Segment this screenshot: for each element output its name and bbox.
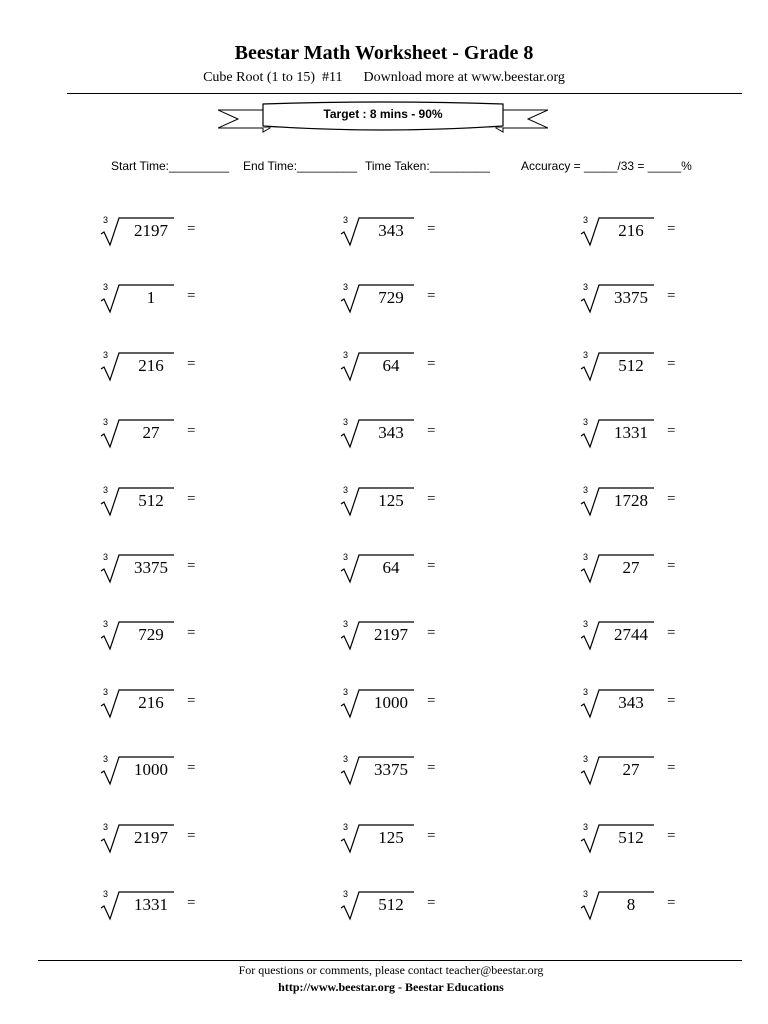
radicand: 2197 [374,625,408,644]
radicand: 216 [138,693,164,712]
cube-root-problem [576,485,716,525]
equals-sign: = [667,288,676,304]
equals-sign: = [427,558,436,574]
root-index: 3 [583,485,589,495]
cube-root-problem [96,687,236,727]
time-taken-field: Time Taken:_________ [365,159,490,173]
footer-divider [38,960,742,961]
root-index: 3 [343,687,349,697]
root-index: 3 [343,485,349,495]
cube-root-problem [336,889,476,929]
equals-sign: = [427,693,436,709]
root-index: 3 [583,350,589,360]
equals-sign: = [427,760,436,776]
cube-root-problem [576,417,716,457]
root-index: 3 [583,619,589,629]
start-time-field: Start Time:_________ [111,159,230,173]
equals-sign: = [187,221,196,237]
radicand: 3375 [134,558,168,577]
radicand: 8 [626,895,636,914]
cube-root-problem [96,754,236,794]
radicand: 2197 [134,221,168,240]
equals-sign: = [667,491,676,507]
cube-root-problem [336,552,476,592]
radicand: 2744 [614,625,648,644]
cube-root-problem [336,350,476,390]
cube-root-problem [96,350,236,390]
root-index: 3 [343,754,349,764]
cube-root-problem [96,619,236,659]
cube-root-problem [96,889,236,929]
equals-sign: = [187,760,196,776]
equals-sign: = [427,895,436,911]
radicand: 3375 [614,288,648,307]
radicand: 512 [618,356,644,375]
equals-sign: = [427,625,436,641]
equals-sign: = [667,828,676,844]
root-index: 3 [103,619,109,629]
radicand: 1728 [614,491,648,510]
radicand: 27 [622,760,640,779]
equals-sign: = [187,491,196,507]
equals-sign: = [667,625,676,641]
cube-root-problem [336,754,476,794]
radicand: 3375 [374,760,408,779]
radicand: 1000 [374,693,408,712]
equals-sign: = [187,356,196,372]
header-divider [67,93,742,94]
root-index: 3 [103,282,109,292]
root-index: 3 [583,822,589,832]
root-index: 3 [343,619,349,629]
radicand: 1331 [134,895,168,914]
cube-root-problem [576,754,716,794]
footer-contact: For questions or comments, please contact teacher@beestar.org [238,963,544,977]
root-index: 3 [343,215,349,225]
radicand: 125 [378,491,404,510]
cube-root-problem [96,215,236,255]
root-index: 3 [343,282,349,292]
cube-root-problem [336,619,476,659]
equals-sign: = [187,423,196,439]
cube-root-problem [96,822,236,862]
cube-root-problem [336,687,476,727]
equals-sign: = [667,693,676,709]
root-index: 3 [343,889,349,899]
cube-root-problem [576,215,716,255]
equals-sign: = [427,423,436,439]
radicand: 512 [378,895,404,914]
target-label: Target : 8 mins - 90% [323,107,443,121]
equals-sign: = [187,828,196,844]
radicand: 343 [618,693,644,712]
equals-sign: = [667,423,676,439]
cube-root-problem [576,687,716,727]
root-index: 3 [343,552,349,562]
root-index: 3 [103,552,109,562]
radicand: 216 [138,356,164,375]
root-index: 3 [583,215,589,225]
equals-sign: = [427,288,436,304]
root-index: 3 [103,754,109,764]
equals-sign: = [427,221,436,237]
radicand: 1 [146,288,156,307]
root-index: 3 [583,282,589,292]
cube-root-problem [336,215,476,255]
equals-sign: = [187,558,196,574]
cube-root-problem [96,485,236,525]
worksheet-title: Beestar Math Worksheet - Grade 8 [234,42,534,64]
equals-sign: = [667,760,676,776]
equals-sign: = [187,693,196,709]
root-index: 3 [103,417,109,427]
root-index: 3 [103,889,109,899]
radicand: 64 [382,356,400,375]
root-index: 3 [103,822,109,832]
cube-root-problem [96,282,236,322]
radicand: 1000 [134,760,168,779]
equals-sign: = [427,491,436,507]
cube-root-problem [336,282,476,322]
cube-root-problem [576,619,716,659]
equals-sign: = [187,288,196,304]
radicand: 216 [618,221,644,240]
equals-sign: = [187,625,196,641]
root-index: 3 [583,687,589,697]
radicand: 512 [618,828,644,847]
cube-root-problem [576,822,716,862]
equals-sign: = [667,221,676,237]
radicand: 27 [622,558,640,577]
root-index: 3 [103,687,109,697]
footer-site: http://www.beestar.org - Beestar Educations [278,980,504,994]
radicand: 343 [378,221,404,240]
root-index: 3 [343,350,349,360]
equals-sign: = [667,895,676,911]
cube-root-problem [336,822,476,862]
root-index: 3 [103,485,109,495]
end-time-field: End Time:_________ [243,159,358,173]
equals-sign: = [187,895,196,911]
cube-root-problem [96,417,236,457]
cube-root-problem [576,350,716,390]
equals-sign: = [667,356,676,372]
radicand: 343 [378,423,404,442]
cube-root-problem [336,485,476,525]
radicand: 125 [378,828,404,847]
radicand: 2197 [134,828,168,847]
root-index: 3 [343,417,349,427]
radicand: 27 [142,423,160,442]
worksheet-subtitle: Cube Root (1 to 15) #11 Download more at www.beestar.org [203,70,565,85]
root-index: 3 [103,215,109,225]
radicand: 729 [138,625,164,644]
equals-sign: = [667,558,676,574]
accuracy-field: Accuracy = _____/33 = _____% [521,159,692,173]
root-index: 3 [583,889,589,899]
radicand: 729 [378,288,404,307]
radicand: 64 [382,558,400,577]
cube-root-problem [336,417,476,457]
root-index: 3 [583,754,589,764]
equals-sign: = [427,828,436,844]
root-index: 3 [103,350,109,360]
cube-root-problem [576,282,716,322]
equals-sign: = [427,356,436,372]
radicand: 1331 [614,423,648,442]
cube-root-problem [576,889,716,929]
root-index: 3 [343,822,349,832]
root-index: 3 [583,417,589,427]
root-index: 3 [583,552,589,562]
cube-root-problem [96,552,236,592]
cube-root-problem [576,552,716,592]
radicand: 512 [138,491,164,510]
